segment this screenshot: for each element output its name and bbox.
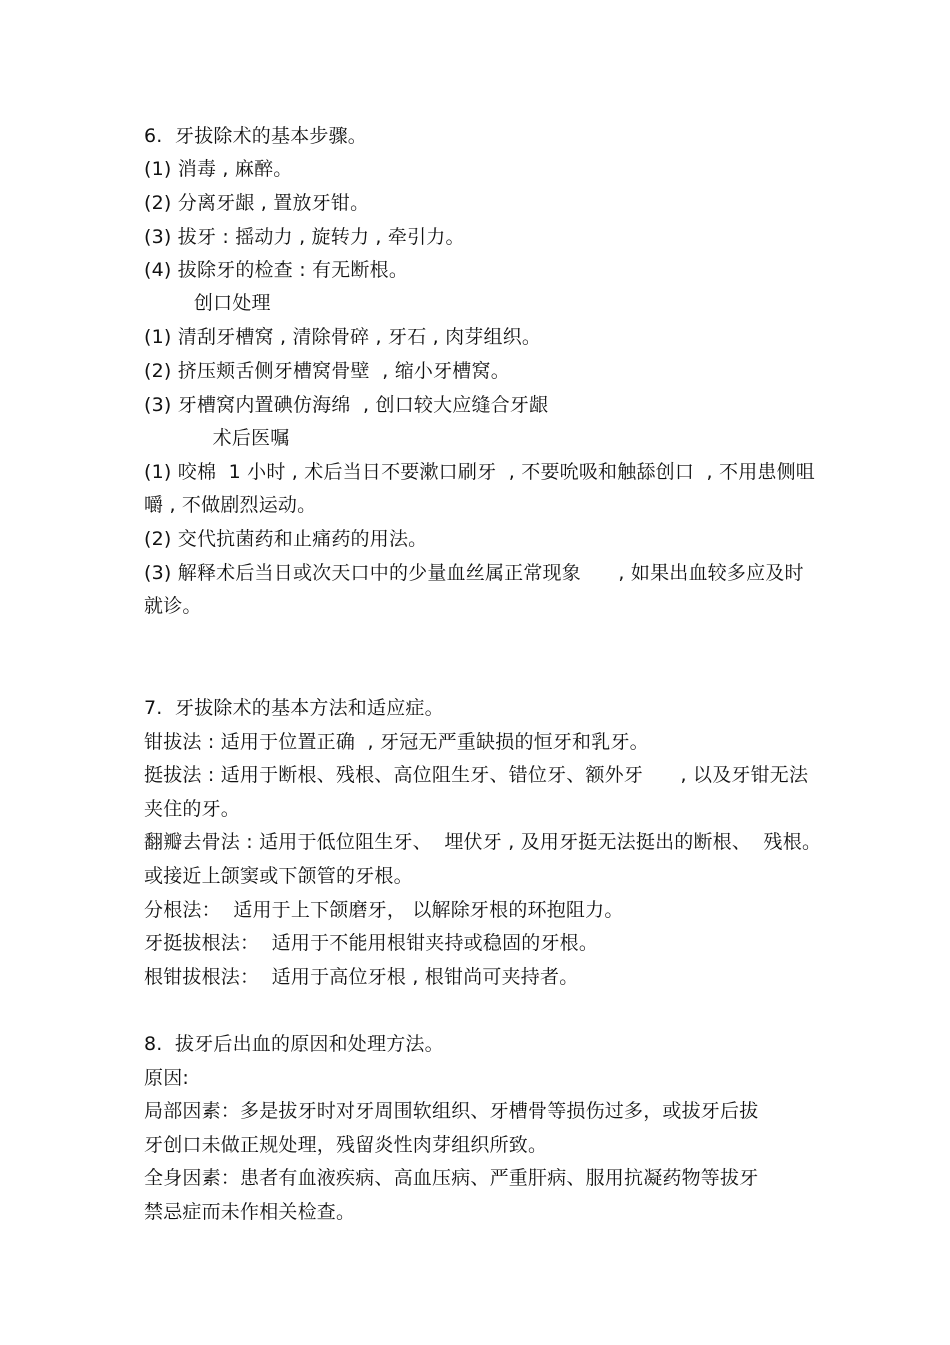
section-7-heading: 7. 牙拔除术的基本方法和适应症。 [144, 697, 444, 719]
subheading-postop-advice: 术后医嘱 [144, 427, 290, 449]
text-line: (2) 挤压颊舌侧牙槽窝骨壁 , 缩小牙槽窝。 [144, 360, 510, 382]
text-line: 禁忌症而未作相关检查。 [144, 1201, 356, 1223]
text-line: 翻瓣去骨法 : 适用于低位阻生牙、 埋伏牙 , 及用牙挺无法挺出的断根、 残根。 [144, 831, 822, 853]
text-line: 原因: [144, 1067, 190, 1089]
text-line: (2) 分离牙龈 , 置放牙钳。 [144, 192, 370, 214]
text-line: (3) 拔牙 : 摇动力 , 旋转力 , 牵引力。 [144, 226, 465, 248]
text-line: 根钳拔根法： 适用于高位牙根 , 根钳尚可夹持者。 [144, 966, 579, 988]
text-line: (3) 解释术后当日或次天口中的少量血丝属正常现象 , 如果出血较多应及时 [144, 562, 804, 584]
text-line: 挺拔法 : 适用于断根、残根、高位阻生牙、错位牙、额外牙 , 以及牙钳无法 [144, 764, 809, 786]
text-line: 嚼 , 不做剧烈运动。 [144, 494, 317, 516]
text-line: 局部因素：多是拔牙时对牙周围软组织、牙槽骨等损伤过多，或拔牙后拔 [144, 1100, 759, 1122]
text-line: 全身因素：患者有血液疾病、高血压病、严重肝病、服用抗凝药物等拔牙 [144, 1167, 759, 1189]
text-line: (1) 清刮牙槽窝 , 清除骨碎 , 牙石 , 肉芽组织。 [144, 326, 542, 348]
text-line: 牙创口未做正规处理，残留炎性肉芽组织所致。 [144, 1134, 548, 1156]
text-line: (1) 咬棉 1 小时 , 术后当日不要漱口刷牙 , 不要吮吸和触舔创口 , 不用患侧咀 [144, 461, 815, 483]
text-line: (4) 拔除牙的检查 : 有无断根。 [144, 259, 409, 281]
section-6-heading: 6. 牙拔除术的基本步骤。 [144, 125, 368, 147]
text-line: (3) 牙槽窝内置碘仿海绵 , 创口较大应缝合牙龈 [144, 394, 549, 416]
text-line: 或接近上颌窦或下颌管的牙根。 [144, 865, 413, 887]
subheading-wound-care: 创口处理 [144, 292, 271, 314]
text-line: 夹住的牙。 [144, 798, 241, 820]
text-line: 分根法： 适用于上下颌磨牙， 以解除牙根的环抱阻力。 [144, 899, 624, 921]
text-line: 牙挺拔根法： 适用于不能用根钳夹持或稳固的牙根。 [144, 932, 599, 954]
text-line: (2) 交代抗菌药和止痛药的用法。 [144, 528, 428, 550]
section-8-heading: 8. 拔牙后出血的原因和处理方法。 [144, 1033, 444, 1055]
text-line: 钳拔法 : 适用于位置正确 , 牙冠无严重缺损的恒牙和乳牙。 [144, 731, 649, 753]
text-line: (1) 消毒 , 麻醉。 [144, 158, 293, 180]
text-line: 就诊。 [144, 595, 202, 617]
